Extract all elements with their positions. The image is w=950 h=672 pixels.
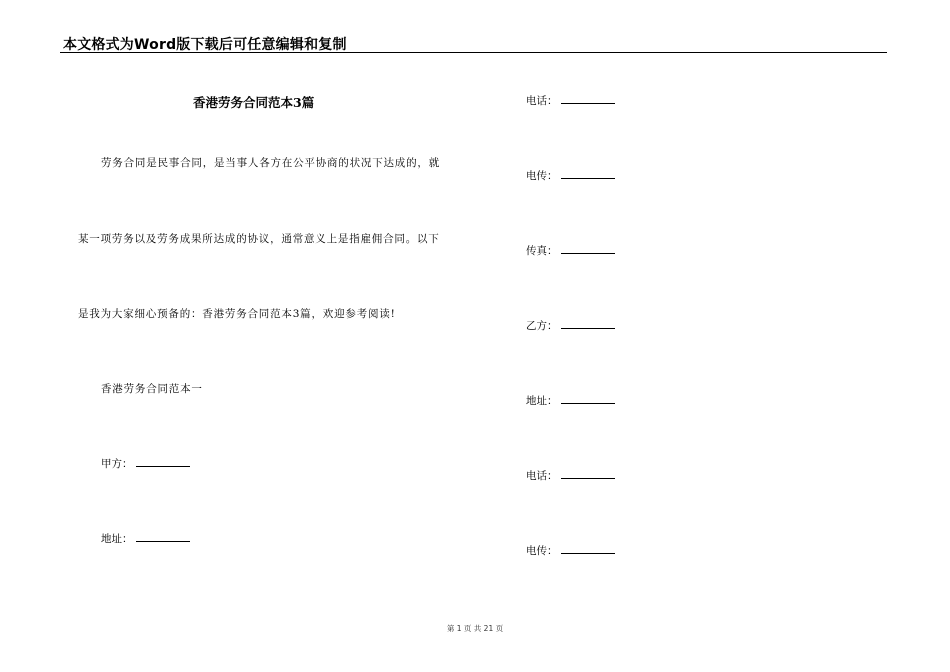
blank-line — [561, 543, 615, 554]
field-label: 乙方： — [526, 320, 558, 332]
blank-line — [561, 468, 615, 479]
header-divider — [60, 52, 887, 53]
field-label: 地址： — [101, 533, 133, 545]
field-label: 电传： — [526, 545, 558, 557]
intro-paragraph-line-2: 某一项劳务以及劳务成果所达成的协议，通常意义上是指雇佣合同。以下 — [78, 233, 440, 245]
field-label: 甲方： — [101, 458, 133, 470]
intro-paragraph-line-3: 是我为大家细心预备的：香港劳务合同范本3篇，欢迎参考阅读! — [78, 308, 396, 320]
field-label: 电话： — [526, 95, 558, 107]
section-heading: 香港劳务合同范本一 — [101, 383, 203, 395]
right-field-phone — [526, 93, 615, 108]
document-title: 香港劳务合同范本3篇 — [193, 95, 315, 110]
right-field-telex — [526, 168, 615, 183]
page-number-footer: 第 1 页 共 21 页 — [446, 624, 504, 633]
right-field-telex-2 — [526, 543, 615, 558]
blank-line — [136, 531, 190, 542]
right-field-address — [526, 393, 615, 408]
field-label: 地址： — [526, 395, 558, 407]
left-field-party-a — [101, 456, 190, 471]
blank-line — [561, 168, 615, 179]
field-label: 传真： — [526, 245, 558, 257]
blank-line — [561, 393, 615, 404]
right-field-phone-2 — [526, 468, 615, 483]
intro-paragraph-line-1: 劳务合同是民事合同，是当事人各方在公平协商的状况下达成的，就 — [101, 157, 440, 169]
left-field-address — [101, 531, 190, 546]
field-label: 电传： — [526, 170, 558, 182]
blank-line — [561, 93, 615, 104]
blank-line — [561, 318, 615, 329]
right-field-fax — [526, 243, 615, 258]
blank-line — [561, 243, 615, 254]
right-field-party-b — [526, 318, 615, 333]
document-header-title: 本文格式为Word版下载后可任意编辑和复制 — [63, 37, 347, 53]
field-label: 电话： — [526, 470, 558, 482]
blank-line — [136, 456, 190, 467]
